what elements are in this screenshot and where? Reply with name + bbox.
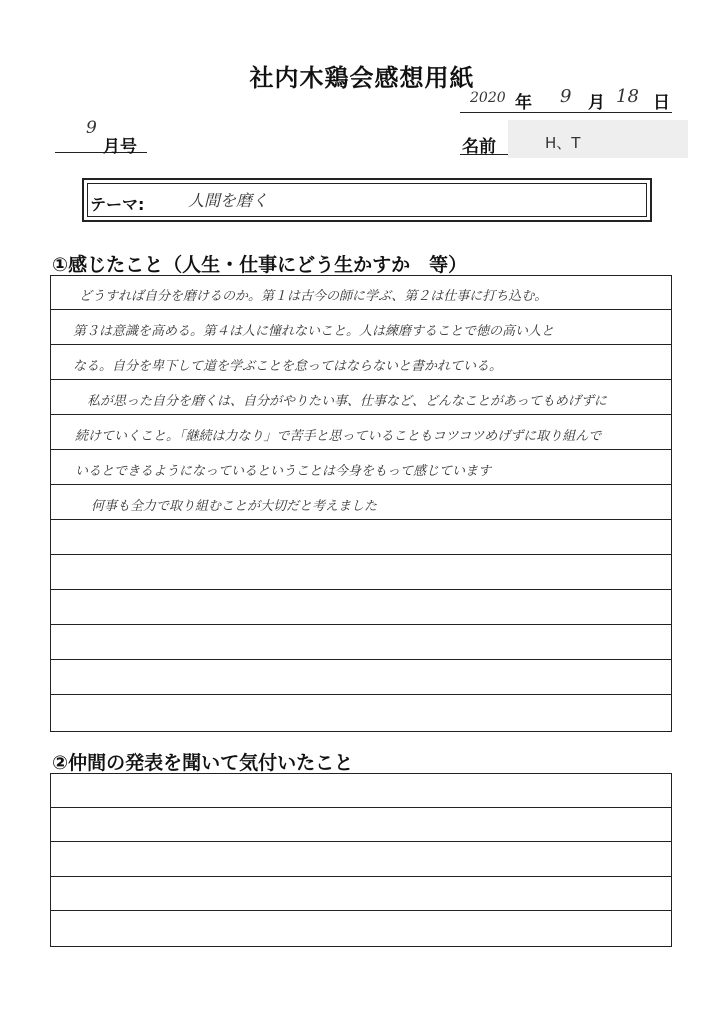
section1-line — [51, 520, 671, 555]
section2-line — [51, 808, 671, 842]
form-title: 社内木鶏会感想用紙 — [249, 64, 475, 92]
section1-line — [51, 590, 671, 625]
date-month: 9 — [560, 86, 572, 107]
section1-line — [51, 625, 671, 660]
section1-line — [51, 695, 671, 730]
section2-line — [51, 911, 671, 946]
section1-line — [51, 555, 671, 590]
section1-heading: ①感じたこと（人生・仕事にどう生かすか 等） — [52, 254, 468, 276]
section1-lines — [50, 275, 672, 732]
section1-line: なる。自分を卑下して道を学ぶことを怠ってはならないと書かれている。 — [51, 345, 671, 380]
section2-line — [51, 877, 671, 911]
section2-lines — [50, 773, 672, 947]
date-year-label: 年 — [515, 93, 532, 113]
section1-line: 第３は意識を高める。第４は人に憧れないこと。人は練磨することで徳の高い人と — [51, 310, 671, 345]
name-field-shading — [508, 120, 688, 158]
section2-line — [51, 842, 671, 877]
theme-box — [82, 178, 652, 222]
section1-line: 私が思った自分を磨くは、自分がやりたい事、仕事など、どんなことがあってもめげずに — [51, 380, 671, 415]
theme-value: 人間を磨く — [188, 191, 269, 210]
name-label: 名前 — [462, 137, 496, 157]
theme-box-inner — [87, 183, 647, 217]
theme-label: テーマ: — [90, 195, 145, 214]
date-month-label: 月 — [588, 93, 605, 113]
section2-heading: ②仲間の発表を聞いて気付いたこと — [52, 752, 354, 774]
section1-line: 続けていくこと。「継続は力なり」で苦手と思っていることもコツコツめげずに取り組んで — [51, 415, 671, 450]
section2-line — [51, 774, 671, 808]
date-day-label: 日 — [653, 93, 670, 113]
date-day: 18 — [616, 86, 639, 107]
name-value: H、T — [545, 134, 581, 152]
date-year: 2020 — [470, 90, 506, 106]
issue-value: 9 — [86, 118, 97, 138]
section1-line: 何事も全力で取り組むことが大切だと考えました — [51, 485, 671, 520]
issue-label: 月号 — [103, 137, 137, 157]
section1-line: いるとできるようになっているということは今身をもって感じています — [51, 450, 671, 485]
section1-line — [51, 660, 671, 695]
section1-line: どうすれば自分を磨けるのか。第１は古今の師に学ぶ、第２は仕事に打ち込む。 — [51, 276, 671, 310]
